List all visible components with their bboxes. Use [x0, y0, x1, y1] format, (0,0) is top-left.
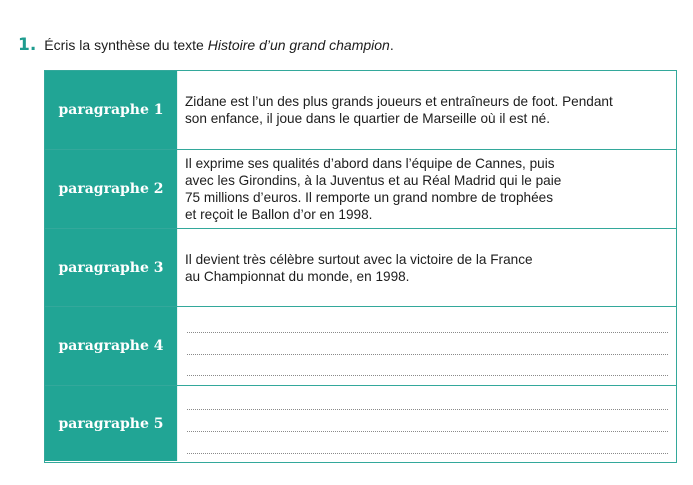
dotted-writing-line: [187, 375, 668, 376]
synthesis-table: [44, 70, 677, 463]
dotted-writing-line: [187, 332, 668, 333]
table-row: [45, 71, 676, 150]
paragraph-label: paragraphe 3: [45, 229, 178, 306]
exercise-number: 1.: [18, 35, 37, 55]
text-title: Histoire d’un grand champion: [207, 37, 390, 53]
table-row: [45, 307, 676, 386]
summary-line: avec les Girondins, à la Juventus et au Réal Madrid qui le paie: [185, 173, 562, 188]
table-row: [45, 386, 676, 461]
exercise-instruction: [44, 37, 393, 53]
summary-line: Il devient très célèbre surtout avec la victoire de la France: [185, 251, 533, 267]
dotted-writing-line: [187, 453, 668, 454]
writing-area[interactable]: [178, 386, 676, 461]
summary-line: au Championnat du monde, en 1998.: [185, 268, 410, 284]
paragraph-summary: [178, 150, 676, 228]
summary-line: Il exprime ses qualités d’abord dans l’équipe de Cannes, puis: [185, 156, 555, 171]
writing-area[interactable]: [178, 307, 676, 385]
table-row: [45, 150, 676, 229]
paragraph-summary: [178, 229, 676, 306]
paragraph-label: paragraphe 5: [45, 386, 178, 461]
dotted-writing-line: [187, 431, 668, 432]
summary-line: son enfance, il joue dans le quartier de Marseille où il est né.: [185, 111, 550, 126]
paragraph-summary: [178, 71, 676, 149]
paragraph-label: paragraphe 4: [45, 307, 178, 385]
table-row: [45, 229, 676, 307]
dotted-writing-line: [187, 354, 668, 355]
summary-line: Zidane est l’un des plus grands joueurs et entraîneurs de foot. Pendant: [185, 94, 613, 109]
exercise-header: [18, 33, 394, 57]
summary-line: 75 millions d’euros. Il remporte un grand nombre de trophées: [185, 190, 553, 205]
summary-line: et reçoit le Ballon d’or en 1998.: [185, 207, 373, 222]
paragraph-label: paragraphe 2: [45, 150, 178, 228]
instruction-suffix: .: [389, 37, 394, 53]
dotted-writing-line: [187, 409, 668, 410]
paragraph-label: paragraphe 1: [45, 71, 178, 149]
instruction-prefix: Écris la synthèse du texte: [44, 37, 208, 53]
